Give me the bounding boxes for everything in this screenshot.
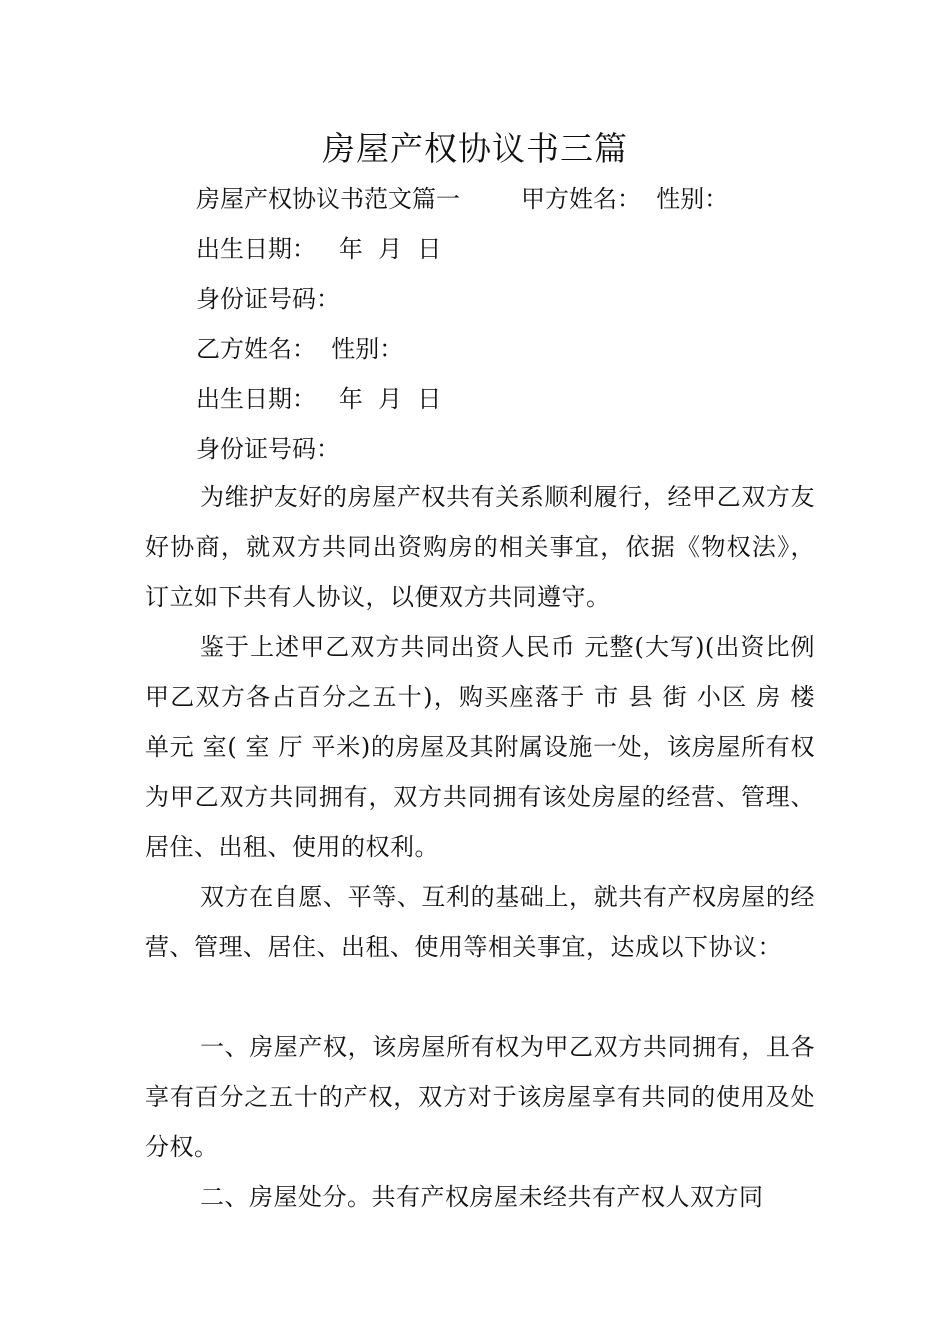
party-a-birthdate-line: 出生日期： 年 月 日 xyxy=(196,235,442,263)
paragraph-purchase: 鉴于上述甲乙双方共同出资人民币 元整(大写)(出资比例甲乙双方各占百分之五十)，购买座落于 市 县 街 小区 房 楼 单元 室( 室 厅 平米)的房屋及其附属设施一处，该房屋所有权为甲乙双方共同拥有，双方共同拥有该处房屋的经营、管理、居住、出租、使用的权利。 xyxy=(145,633,815,861)
party-a-name-line: 房屋产权协议书范文篇一 甲方姓名： 性别： xyxy=(196,185,729,213)
paragraph-agreement: 双方在自愿、平等、互利的基础上，就共有产权房屋的经营、管理、居住、出租、使用等相关事宜，达成以下协议： xyxy=(145,883,815,961)
party-a-id-line: 身份证号码： xyxy=(196,285,340,313)
party-b-birthdate-line: 出生日期： 年 月 日 xyxy=(196,385,442,413)
document-title: 房屋产权协议书三篇 xyxy=(322,129,628,168)
party-b-id-line: 身份证号码： xyxy=(196,435,340,463)
paragraph-purpose: 为维护友好的房屋产权共有关系顺利履行，经甲乙双方友好协商，就双方共同出资购房的相关事宜，依据《物权法》，订立如下共有人协议，以便双方共同遵守。 xyxy=(145,483,815,611)
paragraph-clause-2: 二、房屋处分。共有产权房屋未经共有产权人双方同 xyxy=(200,1183,764,1211)
party-b-name-line: 乙方姓名： 性别： xyxy=(196,335,404,363)
paragraph-clause-1: 一、房屋产权，该房屋所有权为甲乙双方共同拥有，且各享有百分之五十的产权，双方对于该房屋享有共同的使用及处分权。 xyxy=(145,1033,815,1161)
